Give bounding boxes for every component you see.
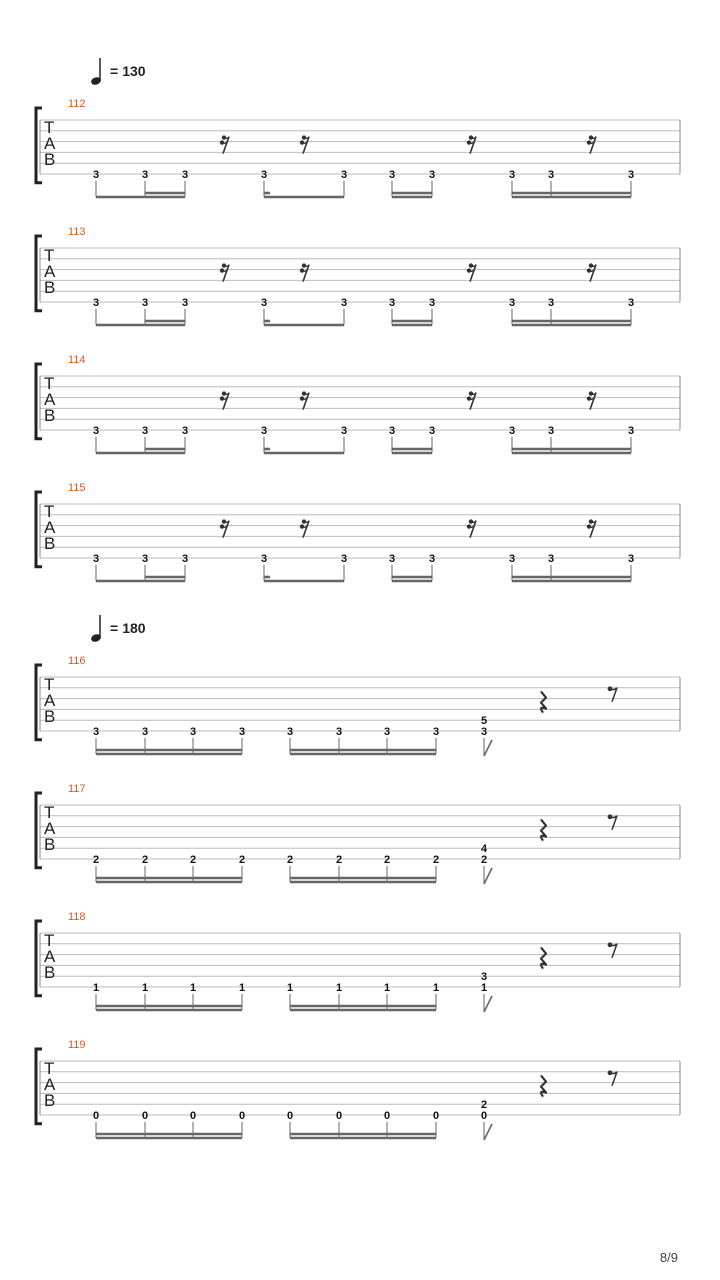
fret-number: 1: [92, 982, 100, 994]
sixteenth-rest: [467, 519, 476, 537]
tab-clef-letter: T: [44, 1059, 55, 1078]
sixteenth-rest: [220, 135, 229, 153]
fret-number: 3: [480, 971, 488, 984]
fret-number: 2: [383, 854, 391, 866]
fret-number: 3: [340, 425, 348, 437]
measure-number: 118: [68, 911, 86, 923]
fret-number: 3: [428, 297, 436, 309]
fret-number: 3: [181, 425, 189, 437]
fret-number: 3: [508, 169, 516, 181]
tab-clef-letter: A: [44, 134, 56, 153]
fret-number: 3: [141, 553, 149, 565]
tempo-value: 180: [122, 620, 146, 636]
sixteenth-rest: [300, 391, 309, 409]
sixteenth-rest: [587, 391, 596, 409]
fret-number: 0: [238, 1110, 246, 1122]
fret-number: 3: [627, 169, 635, 181]
fret-number: 3: [181, 169, 189, 181]
sixteenth-rest: [587, 519, 596, 537]
fret-number: 3: [92, 553, 100, 565]
tab-clef-letter: T: [44, 803, 55, 822]
fret-number: 0: [141, 1110, 149, 1122]
note-flag: [484, 868, 492, 884]
fret-number: 0: [480, 1110, 488, 1122]
note-flag: [484, 996, 492, 1012]
fret-number: 3: [181, 553, 189, 565]
fret-number: 2: [238, 854, 246, 866]
fret-number: 3: [286, 726, 294, 738]
tab-system: [0, 223, 720, 343]
fret-number: 2: [480, 1099, 488, 1112]
note-flag: [484, 740, 492, 756]
sixteenth-rest: [220, 519, 229, 537]
fret-number: 3: [547, 297, 555, 309]
fret-number: 0: [286, 1110, 294, 1122]
sixteenth-rest: [220, 263, 229, 281]
fret-number: 3: [189, 726, 197, 738]
fret-number: 3: [260, 297, 268, 309]
fret-number: 3: [141, 726, 149, 738]
sixteenth-rest: [587, 263, 596, 281]
tab-clef-letter: B: [44, 1091, 56, 1110]
quarter-note-icon: [90, 613, 104, 643]
tempo-marking: [90, 613, 146, 643]
fret-number: 1: [238, 982, 246, 994]
system-bracket: [36, 793, 42, 868]
fret-number: 2: [432, 854, 440, 866]
sixteenth-rest: [220, 391, 229, 409]
fret-number: 3: [92, 425, 100, 437]
tab-system: [0, 780, 720, 900]
fret-number: 3: [383, 726, 391, 738]
tab-clef-letter: T: [44, 246, 55, 265]
fret-number: 3: [432, 726, 440, 738]
system-bracket: [36, 921, 42, 996]
tab-clef-letter: A: [44, 947, 56, 966]
tab-system: [0, 479, 720, 599]
fret-number: 3: [480, 726, 488, 738]
tempo-value: 130: [122, 63, 146, 79]
tab-clef-letter: B: [44, 534, 56, 553]
fret-number: 1: [480, 982, 488, 994]
system-bracket: [36, 492, 42, 567]
measure-number: 116: [68, 655, 86, 667]
fret-number: 3: [547, 553, 555, 565]
fret-number: 3: [508, 553, 516, 565]
tab-clef-letter: A: [44, 819, 56, 838]
fret-number: 3: [547, 169, 555, 181]
tempo-label: = 180: [110, 620, 146, 636]
fret-number: 2: [141, 854, 149, 866]
fret-number: 3: [260, 553, 268, 565]
fret-number: 2: [189, 854, 197, 866]
fret-number: 3: [92, 297, 100, 309]
measure-number: 117: [68, 783, 86, 795]
page-number: 8/9: [659, 1250, 678, 1265]
tab-clef-letter: B: [44, 406, 56, 425]
fret-number: 3: [547, 425, 555, 437]
tab-system: [0, 652, 720, 772]
fret-number: 2: [480, 854, 488, 866]
fret-number: 3: [92, 726, 100, 738]
eighth-rest: [608, 942, 617, 957]
fret-number: 3: [141, 169, 149, 181]
fret-number: 3: [388, 425, 396, 437]
fret-number: 2: [335, 854, 343, 866]
tab-clef-letter: B: [44, 150, 56, 169]
sixteenth-rest: [300, 519, 309, 537]
tab-system: [0, 95, 720, 215]
fret-number: 3: [141, 297, 149, 309]
fret-number: 1: [335, 982, 343, 994]
system-bracket: [36, 236, 42, 311]
fret-number: 3: [508, 297, 516, 309]
tab-clef-letter: A: [44, 1075, 56, 1094]
fret-number: 1: [286, 982, 294, 994]
fret-number: 3: [428, 425, 436, 437]
sixteenth-rest: [467, 135, 476, 153]
fret-number: 3: [260, 169, 268, 181]
fret-number: 1: [383, 982, 391, 994]
tab-clef-letter: A: [44, 262, 56, 281]
fret-number: 0: [432, 1110, 440, 1122]
tab-clef-letter: T: [44, 118, 55, 137]
fret-number: 3: [141, 425, 149, 437]
fret-number: 3: [340, 297, 348, 309]
fret-number: 1: [141, 982, 149, 994]
tab-system: [0, 908, 720, 1028]
quarter-note-icon: [90, 56, 104, 86]
fret-number: 3: [238, 726, 246, 738]
note-flag: [484, 1124, 492, 1140]
sixteenth-rest: [467, 391, 476, 409]
tempo-marking: [90, 56, 146, 86]
tab-clef-letter: B: [44, 278, 56, 297]
system-bracket: [36, 108, 42, 183]
fret-number: 3: [335, 726, 343, 738]
system-bracket: [36, 665, 42, 740]
fret-number: 3: [388, 169, 396, 181]
sixteenth-rest: [587, 135, 596, 153]
fret-number: 1: [189, 982, 197, 994]
fret-number: 0: [189, 1110, 197, 1122]
measure-number: 112: [68, 98, 86, 110]
tab-clef-letter: B: [44, 963, 56, 982]
fret-number: 3: [428, 553, 436, 565]
measure-number: 115: [68, 482, 86, 494]
fret-number: 3: [260, 425, 268, 437]
eighth-rest: [608, 814, 617, 829]
fret-number: 3: [340, 169, 348, 181]
eighth-rest: [608, 1070, 617, 1085]
tab-clef-letter: A: [44, 518, 56, 537]
fret-number: 2: [286, 854, 294, 866]
measure-number: 113: [68, 226, 86, 238]
fret-number: 3: [508, 425, 516, 437]
measure-number: 114: [68, 354, 86, 366]
tab-system: [0, 1036, 720, 1156]
tab-clef-letter: T: [44, 675, 55, 694]
tab-clef-letter: B: [44, 835, 56, 854]
fret-number: 3: [340, 553, 348, 565]
fret-number: 3: [388, 297, 396, 309]
fret-number: 0: [92, 1110, 100, 1122]
fret-number: 3: [388, 553, 396, 565]
tab-clef-letter: T: [44, 374, 55, 393]
sixteenth-rest: [300, 135, 309, 153]
fret-number: 1: [432, 982, 440, 994]
measure-number: 119: [68, 1039, 86, 1051]
fret-number: 3: [428, 169, 436, 181]
tab-clef-letter: A: [44, 691, 56, 710]
tab-clef-letter: A: [44, 390, 56, 409]
fret-number: 4: [480, 843, 488, 856]
fret-number: 0: [383, 1110, 391, 1122]
fret-number: 3: [627, 425, 635, 437]
fret-number: 3: [181, 297, 189, 309]
tab-clef-letter: T: [44, 931, 55, 950]
tab-clef-letter: T: [44, 502, 55, 521]
eighth-rest: [608, 686, 617, 701]
system-bracket: [36, 364, 42, 439]
fret-number: 5: [480, 715, 488, 728]
fret-number: 3: [627, 297, 635, 309]
sixteenth-rest: [467, 263, 476, 281]
sixteenth-rest: [300, 263, 309, 281]
tab-system: [0, 351, 720, 471]
fret-number: 0: [335, 1110, 343, 1122]
fret-number: 2: [92, 854, 100, 866]
system-bracket: [36, 1049, 42, 1124]
tempo-label: = 130: [110, 63, 146, 79]
fret-number: 3: [92, 169, 100, 181]
fret-number: 3: [627, 553, 635, 565]
tab-clef-letter: B: [44, 707, 56, 726]
